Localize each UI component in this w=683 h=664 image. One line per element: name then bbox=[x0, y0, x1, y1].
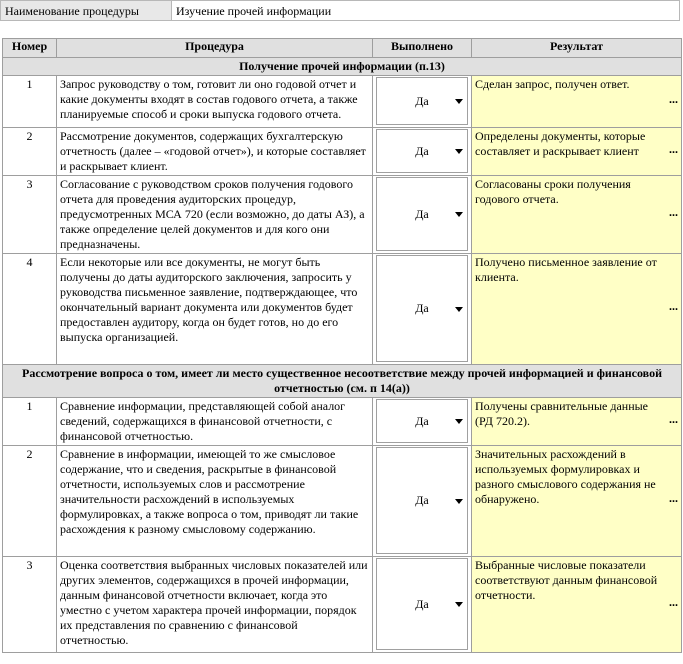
done-select-value: Да bbox=[415, 206, 429, 221]
done-cell bbox=[373, 128, 472, 176]
chevron-down-icon[interactable] bbox=[455, 602, 463, 607]
procedure-table bbox=[2, 38, 682, 653]
column-header-procedure: Процедура bbox=[57, 39, 373, 58]
row-number: 4 bbox=[3, 254, 57, 365]
done-select-value: Да bbox=[415, 493, 429, 507]
result-text: Выбранные числовые показатели соответствуют данным финансовой отчетности. bbox=[475, 558, 658, 602]
column-header-result: Результат bbox=[472, 39, 682, 58]
procedure-text: Оценка соответствия выбранных числовых показателей или других элементов, содержащихся в прочей информации, данным финансовой отчетности включает, когда это уместно с учетом характера прочей информации, порядок их представления по сравнению с финансовой отчетностью. bbox=[57, 557, 373, 653]
table-row bbox=[3, 128, 682, 176]
procedure-text: Если некоторые или все документы, не могут быть получены до даты аудиторского заключения, запросить у руководства письменное заявление, подтверждающее, что окончательный вариант документа или документов будет предоставлен аудитору, когда он будет готов, но до его выпуска организацией. bbox=[57, 254, 373, 365]
result-cell[interactable] bbox=[472, 446, 682, 557]
more-button[interactable]: ... bbox=[669, 299, 678, 313]
procedure-text: Сравнение в информации, имеющей то же смысловое содержание, что и сведения, раскрытые в финансовой отчетности, используемых слов и рассмотрение значительности расхождений в используемых формулировках, а также вопроса о том, приводят ли такие расхождения к разному смысловому содержанию. bbox=[57, 446, 373, 557]
column-header-done: Выполнено bbox=[373, 39, 472, 58]
done-select[interactable] bbox=[376, 129, 468, 173]
row-number: 1 bbox=[3, 398, 57, 446]
done-select[interactable] bbox=[376, 399, 468, 443]
result-cell[interactable] bbox=[472, 557, 682, 653]
table-row bbox=[3, 176, 682, 254]
more-button[interactable]: ... bbox=[669, 411, 678, 426]
done-select[interactable] bbox=[376, 558, 468, 650]
done-select[interactable] bbox=[376, 77, 468, 125]
row-number: 3 bbox=[3, 557, 57, 653]
result-cell[interactable] bbox=[472, 254, 682, 365]
result-text: Получено письменное заявление от клиента. bbox=[475, 255, 657, 284]
done-select-value: Да bbox=[415, 596, 429, 611]
done-select-value: Да bbox=[415, 413, 429, 428]
table-row bbox=[3, 557, 682, 653]
table-row bbox=[3, 76, 682, 128]
table-row bbox=[3, 254, 682, 365]
row-number: 2 bbox=[3, 446, 57, 557]
table-row bbox=[3, 446, 682, 557]
chevron-down-icon[interactable] bbox=[455, 99, 463, 104]
chevron-down-icon[interactable] bbox=[455, 212, 463, 217]
done-cell bbox=[373, 446, 472, 557]
table-row bbox=[3, 398, 682, 446]
row-number: 1 bbox=[3, 76, 57, 128]
chevron-down-icon[interactable] bbox=[455, 419, 463, 424]
done-cell bbox=[373, 557, 472, 653]
done-select[interactable] bbox=[376, 255, 468, 362]
result-cell[interactable] bbox=[472, 76, 682, 128]
chevron-down-icon[interactable] bbox=[455, 149, 463, 154]
table-header-row bbox=[3, 39, 682, 58]
row-number: 3 bbox=[3, 176, 57, 254]
result-text: Определены документы, которые составляет и раскрывает клиент bbox=[475, 129, 646, 158]
procedure-text: Рассмотрение документов, содержащих бухгалтерскую отчетность (далее – «годовой отчет»), и которые составляет и раскрывает клиент. bbox=[57, 128, 373, 176]
done-select-value: Да bbox=[415, 301, 429, 315]
more-button[interactable]: ... bbox=[669, 204, 678, 219]
more-button[interactable]: ... bbox=[669, 491, 678, 505]
result-text: Значительных расхождений в используемых формулировках и разного смыслового содержания не обнаружено. bbox=[475, 447, 656, 506]
result-cell[interactable] bbox=[472, 176, 682, 254]
result-cell[interactable] bbox=[472, 398, 682, 446]
section-title: Рассмотрение вопроса о том, имеет ли место существенное несоответствие между прочей информацией и финансовой отчетностью (см. п 14(a)) bbox=[3, 365, 682, 398]
procedure-name-bar bbox=[0, 0, 680, 21]
column-header-number: Номер bbox=[3, 39, 57, 58]
result-text: Сделан запрос, получен ответ. bbox=[475, 77, 630, 91]
done-select-value: Да bbox=[415, 143, 429, 158]
chevron-down-icon[interactable] bbox=[455, 499, 463, 504]
section-row bbox=[3, 365, 682, 398]
result-cell[interactable] bbox=[472, 128, 682, 176]
chevron-down-icon[interactable] bbox=[455, 307, 463, 312]
more-button[interactable]: ... bbox=[669, 91, 678, 106]
done-cell bbox=[373, 398, 472, 446]
more-button[interactable]: ... bbox=[669, 594, 678, 609]
done-cell bbox=[373, 254, 472, 365]
procedure-name-value[interactable]: Изучение прочей информации bbox=[176, 4, 332, 18]
section-title: Получение прочей информации (п.13) bbox=[3, 58, 682, 76]
more-button[interactable]: ... bbox=[669, 141, 678, 156]
procedure-text: Запрос руководству о том, готовит ли оно годовой отчет и какие документы входят в состав годового отчета, а также планируемые способ и сроки выпуска годового отчета. bbox=[57, 76, 373, 128]
procedure-name-label: Наименование процедуры bbox=[1, 1, 172, 20]
done-select[interactable] bbox=[376, 447, 468, 554]
section-row bbox=[3, 58, 682, 76]
done-cell bbox=[373, 76, 472, 128]
procedure-text: Сравнение информации, представляющей собой аналог сведений, содержащихся в финансовой отчетности, с финансовой отчетностью. bbox=[57, 398, 373, 446]
done-cell bbox=[373, 176, 472, 254]
done-select[interactable] bbox=[376, 177, 468, 251]
row-number: 2 bbox=[3, 128, 57, 176]
result-text: Получены сравнительные данные (РД 720.2). bbox=[475, 399, 649, 428]
procedure-text: Согласование с руководством сроков получения годового отчета для проведения аудиторских процедур, предусмотренных МСА 720 (если возможно, до даты АЗ), а также определение целей документов и для кого они предназначены. bbox=[57, 176, 373, 254]
result-text: Согласованы сроки получения годового отчета. bbox=[475, 177, 631, 206]
done-select-value: Да bbox=[415, 93, 429, 108]
